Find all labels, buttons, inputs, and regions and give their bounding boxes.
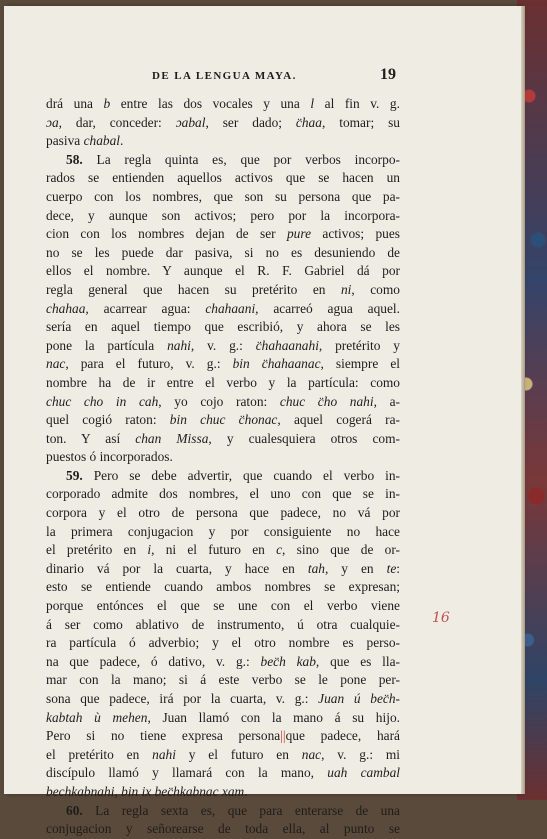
text-line: bechkabnahi, bin ix bec̈hkabnac xam. xyxy=(46,783,248,799)
handwritten-margin-note: 16 xyxy=(432,610,450,626)
text-line: cuerpo con los nombres, que son su persona que pa- xyxy=(46,188,400,204)
text-line: mar con la mano; si á este verbo se le pone per- xyxy=(46,672,400,688)
text-line: rados se entienden aquellos activos que se hacen un xyxy=(46,170,400,186)
text-line: ra partícula ó adverbio; y el otro nombre es perso- xyxy=(46,635,400,651)
text-line: chahaa, acarrear agua: chahaani, acarreó agua aquel. xyxy=(46,300,400,316)
body-text xyxy=(46,95,400,839)
text-line: dinario vá por la cuarta, y hace en tah, y en te: xyxy=(46,560,400,576)
text-line: dece, y aunque son activos; pero por la incorpora- xyxy=(46,207,400,223)
text-line: no se les puede dar pasiva, si no es desuniendo de xyxy=(46,244,400,260)
text-line: quel cogió raton: bin chuc c̈honac, aquel cogerá ra- xyxy=(46,412,400,428)
text-line: chuc cho in cah, yo cojo raton: chuc c̈ho nahi, a- xyxy=(46,393,400,409)
text-line: 58. La regla quinta es, que por verbos incorpo- xyxy=(66,151,400,167)
text-line: pone la partícula nahi, v. g.: c̈hahaanahi, pretérito y xyxy=(46,337,401,353)
running-head: DE LA LENGUA MAYA. xyxy=(152,70,297,82)
text-line: cion con los nombres dejan de ser pure activos; pues xyxy=(46,226,400,242)
text-line: ellos el nombre. Y aunque el R. F. Gabriel dá por xyxy=(46,263,400,279)
text-line: á ser como ablativo de instrumento, ú otra cualquie- xyxy=(46,616,400,632)
text-line: nombre ha de ir entre el verbo y la partícula: como xyxy=(46,374,400,390)
text-line: 60. La regla sexta es, que para enterarse de una xyxy=(66,802,400,818)
text-line: drá una b entre las dos vocales y una l al fin v. g. xyxy=(46,96,400,111)
text-line: el pretérito en i, ni el futuro en c, sino que de or- xyxy=(46,542,400,558)
text-line: 59. Pero se debe advertir, que cuando el verbo in- xyxy=(66,467,400,483)
text-line: sona que padece, irá por la cuarta, v. g.: Juan ú bec̈h- xyxy=(46,691,400,706)
text-line: pasiva chabal. xyxy=(46,133,124,149)
text-line: corpora y el otro de persona que padece, no vá por xyxy=(46,505,400,521)
text-line: na que padece, ó dativo, v. g.: bec̈h kab, que es lla- xyxy=(46,653,400,669)
text-line: esto se entiende cuando ambos nombres se expresan; xyxy=(46,579,400,595)
text-line: nac, para el futuro, v. g.: bin c̈hahaanac, siempre el xyxy=(46,356,400,372)
text-line: Pero si no tiene expresa persona||que padece, hará xyxy=(46,728,400,744)
text-line: ton. Y así chan Missa, y cualesquiera otros com- xyxy=(46,430,400,446)
text-line: corporado admite dos nombres, el uno con que se in- xyxy=(46,486,400,502)
text-line: discípulo llamó y llamará con la mano, uah cambal xyxy=(46,765,401,781)
text-line: porque entónces el que se une con el verbo viene xyxy=(46,598,400,614)
text-line: regla general que hacen su pretérito en ni, como xyxy=(46,281,400,297)
text-line: la primera conjugacion y por consiguiente no hace xyxy=(46,523,400,539)
text-line: conjugacion y señorearse de toda ella, al punto se xyxy=(46,821,400,837)
text-line: kabtah ù mehen, Juan llamó con la mano á su hijo. xyxy=(46,709,400,725)
page-number: 19 xyxy=(380,66,396,83)
text-line: puestos ó incorporados. xyxy=(46,449,173,465)
book-page xyxy=(4,6,521,837)
text-line: sería en aquel tiempo que escribió, y ahora se les xyxy=(46,319,400,335)
page-header xyxy=(44,66,396,90)
text-line: el pretérito en nahi y el futuro en nac, v. g.: mi xyxy=(46,746,400,762)
text-line: ɔa, dar, conceder: ɔabal, ser dado; c̈haa, tomar; su xyxy=(46,114,400,130)
page-edge xyxy=(521,6,525,794)
